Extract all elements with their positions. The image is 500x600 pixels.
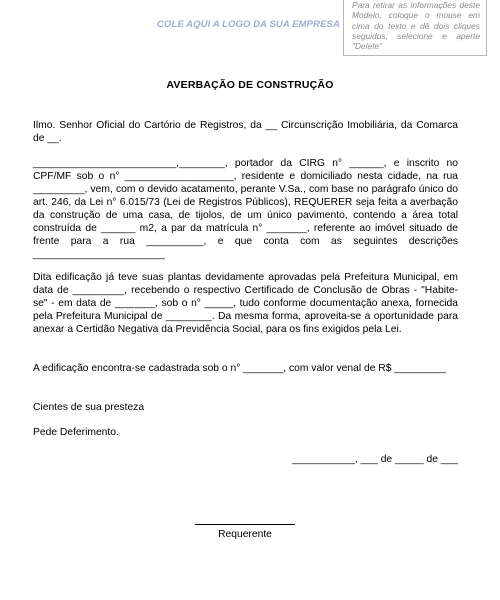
signature-label: Requerente [218, 529, 272, 540]
approval-paragraph: Dita edificação já teve suas plantas devidamente aprovadas pela Prefeitura Municipal, em data de _________, recebendo o respectivo Certificado de Conclusão de Obras - "Habite-se" - em data de _______, sob o n° _____, tudo conforme documentação anexa, fornecida pela Prefeitura Municipal de ________. Da mesma forma, aproveita-se a oportunidade para anexar a Certidão Negativa da Previdência Social, para os fins exigidos pela Lei. [33, 272, 458, 335]
document-title: AVERBAÇÃO DE CONSTRUÇÃO [166, 79, 334, 91]
deferment-line: Pede Deferimento. [33, 427, 119, 438]
place-date-line: ___________, ___ de _____ de ___ [291, 454, 458, 465]
logo-placeholder: COLE AQUI A LOGO DA SUA EMPRESA [157, 19, 340, 30]
closing-line: Cientes de sua presteza [33, 402, 145, 413]
signature-line [195, 524, 295, 525]
removal-instructions-note[interactable]: Para retirar as informações deste Modelo, coloque o mouse em cima do texto e dê dois cliques seguidos, selecione e aperte "Delete" [343, 0, 487, 56]
registration-paragraph: A edificação encontra-se cadastrada sob o n° _______, com valor venal de R$ _________ [33, 363, 446, 374]
request-paragraph: _________________________,________, portador da CIRG n° ______, e inscrito no CPF/MF sob o n° ___________________, residente e domiciliado nesta cidade, na rua _________, vem, com o devido acatamento, perante V.Sa., com base no parágrafo único do art. 246, da Lei n° 6.015/73 (Lei de Registros Públicos), REQUERER seja feita a averbação da construção de uma casa, de tijolos, de um único pavimento, contendo a área total construída de ______ m2, a par da matrícula n° _______, referente ao imóvel situado de frente para a rua __________, e que conta com as seguintes descrições _______________________ [33, 158, 458, 260]
addressee-paragraph: Ilmo. Senhor Oficial do Cartório de Registros, da __ Circunscrição Imobiliária, da Comarca de __. [33, 120, 458, 144]
